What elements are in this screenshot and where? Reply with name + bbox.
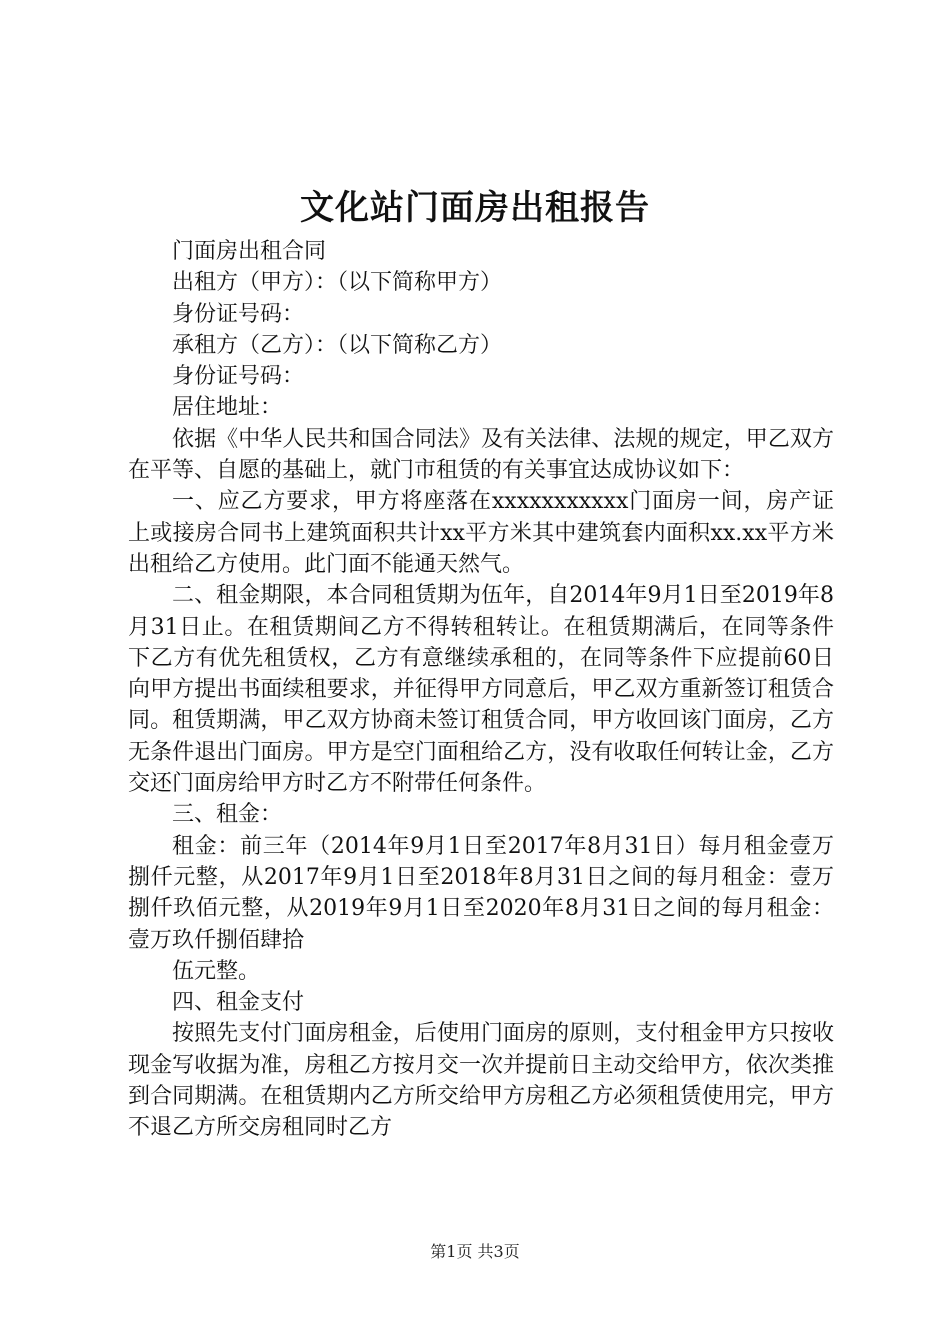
paragraph-lessor-id: 身份证号码：	[172, 301, 305, 327]
paragraph-lessee-id: 身份证号码：	[172, 364, 305, 390]
paragraph-clause-1: 一、应乙方要求，甲方将座落在xxxxxxxxxxx门面房一间，房产证上或接房合同书上建筑面积共计xx平方米其中建筑套内面积xx.xx平方米出租给乙方使用。此门面不能通天然气。	[128, 489, 834, 577]
page-number-footer: 第1页 共3页	[430, 1242, 520, 1261]
paragraph-clause-3-heading: 三、租金：	[172, 802, 283, 828]
paragraph-lessee: 承租方（乙方）：（以下简称乙方）	[172, 332, 503, 358]
paragraph-clause-4-heading: 四、租金支付	[172, 990, 305, 1016]
paragraph-rent-payment: 按照先支付门面房租金，后使用门面房的原则，支付租金甲方只按收现金写收据为准，房租乙方按月交一次并提前日主动交给甲方，依次类推到合同期满。在租赁期内乙方所交给甲方房租乙方必须租赁使用完，甲方不退乙方所交房租同时乙方	[128, 1021, 834, 1141]
document-body	[128, 236, 834, 1144]
document-title: 文化站门面房出租报告	[300, 188, 650, 228]
paragraph-clause-2: 二、租金期限，本合同租赁期为伍年，自2014年9月1日至2019年8月31日止。在租赁期间乙方不得转租转让。在租赁期满后，在同等条件下乙方有优先租赁权，乙方有意继续承租的，在同等条件下应提前60日向甲方提出书面续租要求，并征得甲方同意后，甲乙双方重新签订租赁合同。租赁期满，甲乙双方协商未签订租赁合同，甲方收回该门面房，乙方无条件退出门面房。甲方是空门面租给乙方，没有收取任何转让金，乙方交还门面房给甲方时乙方不附带任何条件。	[128, 583, 834, 797]
paragraph-lessor: 出租方（甲方）：（以下简称甲方）	[172, 270, 503, 296]
paragraph-rent-amounts: 租金：前三年（2014年9月1日至2017年8月31日）每月租金壹万捌仟元整，从2017年9月1日至2018年8月31日之间的每月租金：壹万捌仟玖佰元整，从2019年9月1日至2020年8月31日之间的每月租金：壹万玖仟捌佰肆拾	[128, 833, 834, 953]
paragraph-address: 居住地址：	[172, 395, 283, 421]
paragraph-preamble: 依据《中华人民共和国合同法》及有关法律、法规的规定，甲乙双方在平等、自愿的基础上，就门市租赁的有关事宜达成协议如下：	[128, 426, 834, 484]
paragraph-rent-amounts-end: 伍元整。	[172, 958, 261, 984]
paragraph-contract-heading: 门面房出租合同	[172, 239, 327, 264]
